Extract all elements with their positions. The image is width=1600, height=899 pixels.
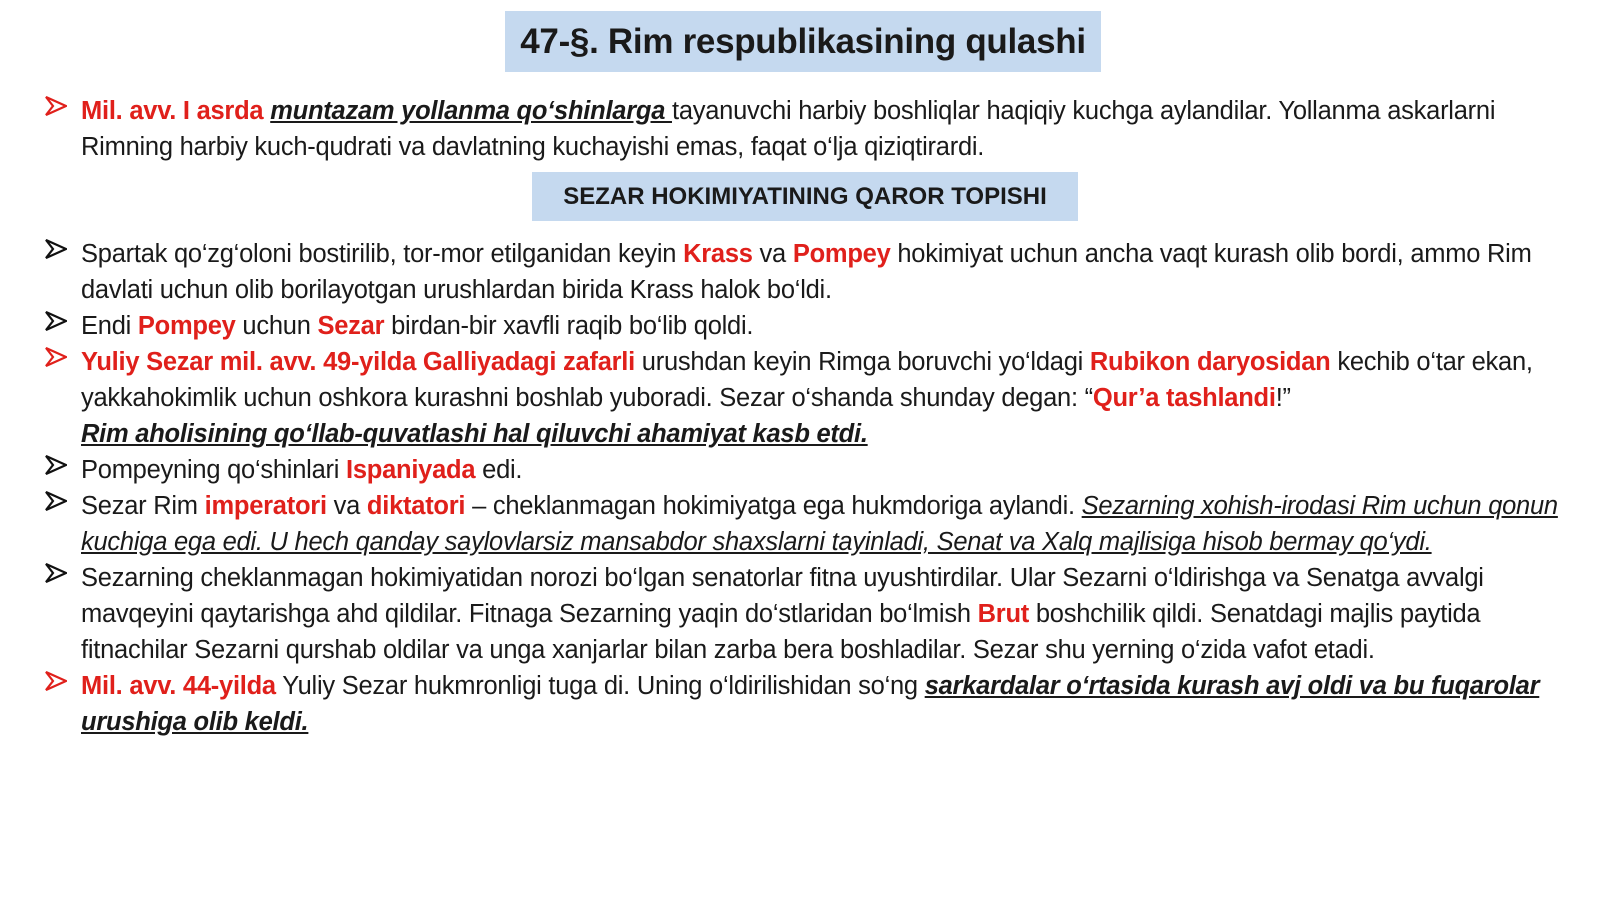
arrow-bullet-icon [45,96,67,116]
main-list [0,236,1600,740]
page-title: 47-§. Rim respublikasining qulashi [520,21,1086,61]
key-phrase: sarkardalar o‘rtasida kurash avj oldi va bu fuqarolar urushiga olib keldi. [81,672,1540,736]
text-span: boshchilik qildi. Senatdagi majlis paytida fitnachilar Sezarni qurshab oldilar va unga xanjarlar bilan zarba bera boshladilar. Sezar shu yerning o‘zida vafot etadi. [81,600,1481,664]
title-highlight: imperatori [204,492,327,520]
text-span: Sezarning cheklanmagan hokimiyatidan norozi bo‘lgan senatorlar fitna uyushtirdilar. Ular Sezarni o‘ldirishga va Senatga avvalgi mavqeyini qaytarishga ahd qildilar. Fitnaga Sezarning yaqin do‘stlaridan bo‘lmish [81,564,1484,628]
text-span: Pompeyning qo‘shinlari [81,456,346,484]
list-item [0,452,1600,488]
key-phrase: Sezarning xohish-irodasi Rim uchun qonun kuchiga ega edi. U hech qanday saylovlarsiz mansabdor shaxslarni tayinladi, Senat va Xalq majlisiga hisob bermay qo‘ydi. [81,492,1558,556]
text-span: urushdan keyin Rimga boruvchi yo‘ldagi [634,348,1090,376]
key-phrase: Rim aholisining qo‘llab-quvatlashi hal qiluvchi ahamiyat kasb etdi. [81,420,868,448]
arrow-bullet-icon [45,347,67,367]
title-box [505,11,1101,72]
date-highlight: Mil. avv. I asrda [81,97,264,125]
text-span: !” [1275,384,1291,412]
text-span: Endi [81,312,138,340]
list-item [0,488,1600,560]
text-span: kechib o‘tar ekan, yakkahokimlik uchun oshkora kurashni boshlab yuboradi. Sezar o‘shanda shunday degan: “ [81,348,1533,412]
text-span: Sezar Rim [81,492,205,520]
text-span: edi. [475,456,523,484]
text-span: – cheklanmagan hokimiyatga ega hukmdoriga aylandi. [465,492,1082,520]
text-span: tayanuvchi harbiy boshliqlar haqiqiy kuchga aylandilar. Yollanma askarlarni Rimning harbiy kuch-qudrati va davlatning kuchayishi emas, faqat o‘lja qiziqtirardi. [81,97,1496,161]
intro-list [0,93,1600,165]
arrow-bullet-icon [45,491,67,511]
section-subtitle: SEZAR HOKIMIYATINING QAROR TOPISHI [563,182,1047,210]
list-item [0,560,1600,668]
text-span: hokimiyat uchun ancha vaqt kurash olib bordi, ammo Rim davlati uchun olib borilayotgan urushlardan birida Krass halok bo‘ldi. [81,240,1532,304]
text-span: va [752,240,793,268]
list-item [0,344,1600,452]
text-span: uchun [235,312,318,340]
arrow-bullet-icon [45,455,67,475]
list-item [0,668,1600,740]
place-highlight: Rubikon daryosidan [1089,348,1331,376]
name-highlight: Pompey [137,312,236,340]
name-highlight: Pompey [792,240,891,268]
key-phrase: muntazam yollanma qo‘shinlarga [270,97,672,125]
name-highlight: Krass [683,240,753,268]
text-span: va [326,492,367,520]
date-highlight: Yuliy Sezar mil. avv. 49-yilda Galliyadagi zafarli [81,348,635,376]
list-item [0,308,1600,344]
quote-highlight: Qur’a tashlandi [1092,384,1276,412]
list-item [0,93,1600,165]
name-highlight: Brut [977,600,1030,628]
arrow-bullet-icon [45,563,67,583]
arrow-bullet-icon [45,239,67,259]
arrow-bullet-icon [45,311,67,331]
arrow-bullet-icon [45,671,67,691]
name-highlight: Sezar [317,312,385,340]
text-span: Yuliy Sezar hukmronligi tuga di. Uning o‘ldirilishidan so‘ng [275,672,925,700]
date-highlight: Mil. avv. 44-yilda [81,672,276,700]
title-highlight: diktatori [366,492,466,520]
subtitle-box [532,172,1078,221]
text-span: birdan-bir xavfli raqib bo‘lib qoldi. [384,312,754,340]
list-item [0,236,1600,308]
place-highlight: Ispaniyada [346,456,476,484]
text-span: Spartak qo‘zg‘oloni bostirilib, tor-mor etilganidan keyin [81,240,684,268]
